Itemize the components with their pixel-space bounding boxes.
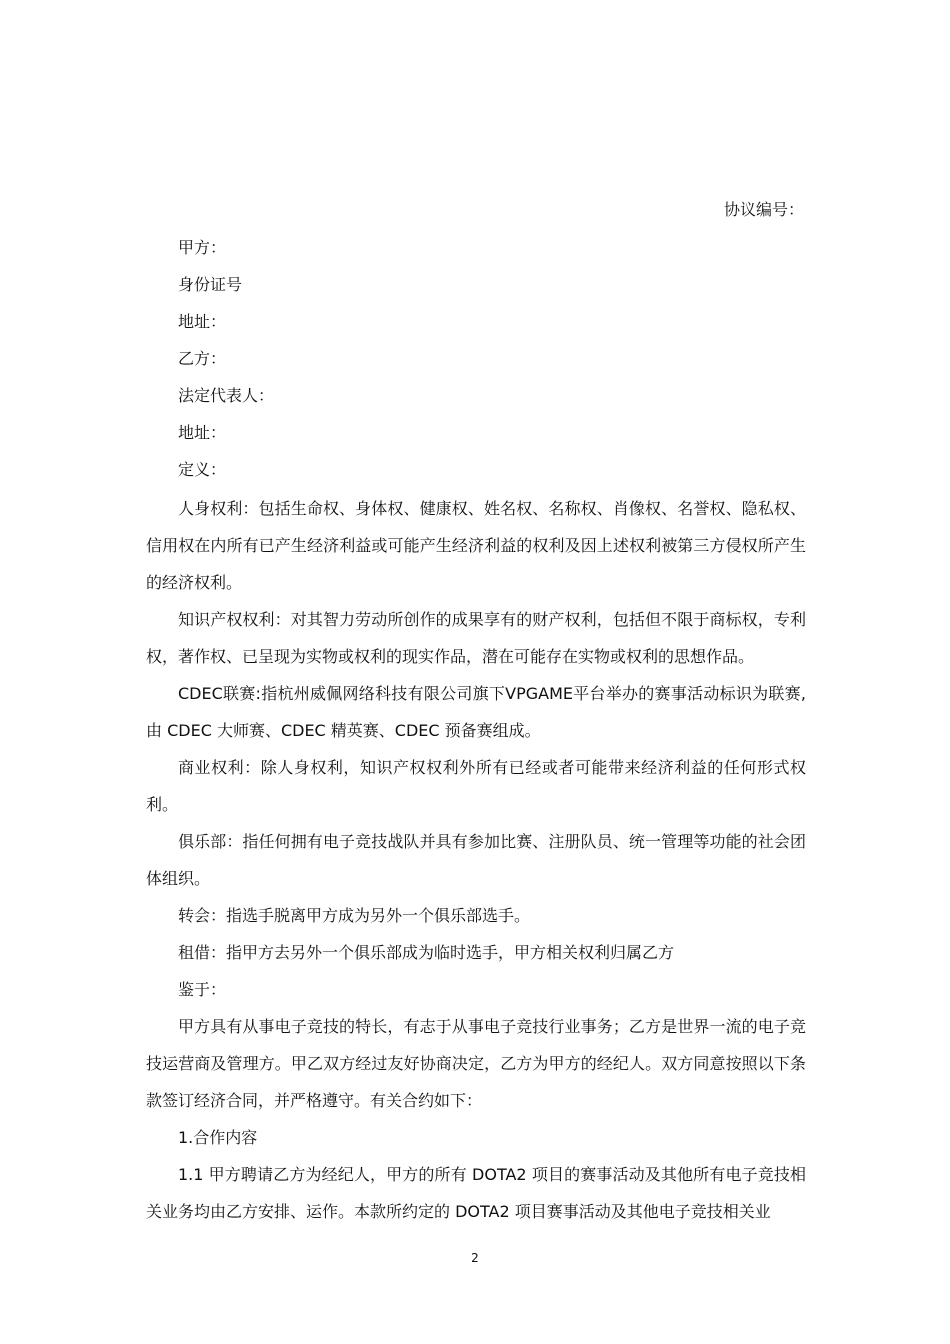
cooperation-heading: 1.合作内容 (178, 1128, 258, 1147)
whereas-heading: 鉴于： (178, 980, 227, 999)
party-b-address-label: 地址： (178, 423, 227, 442)
party-b-label: 乙方： (178, 349, 227, 368)
whereas-text: 甲方具有从事电子竞技的特长，有志于从事电子竞技行业事务；乙方是世界一流的电子竞技运营商及管理方。甲乙双方经过友好协商决定，乙方为甲方的经纪人。双方同意按照以下条款签订经济合同，并严格遵守。有关合约如下： (146, 1017, 806, 1110)
legal-representative-label: 法定代表人： (178, 386, 275, 405)
definition-personal-rights: 人身权利：包括生命权、身体权、健康权、姓名权、名称权、肖像权、名誉权、隐私权、信用权在内所有已产生经济利益或可能产生经济利益的权利及因上述权利被第三方侵权所产生的经济权利。 (146, 499, 806, 592)
agreement-number-label: 协议编号： (724, 200, 805, 219)
page-number: 2 (471, 1251, 479, 1265)
definitions-heading: 定义： (178, 460, 227, 479)
definition-transfer: 转会：指选手脱离甲方成为另外一个俱乐部选手。 (178, 906, 531, 925)
definition-commercial-rights: 商业权利：除人身权利，知识产权权利外所有已经或者可能带来经济利益的任何形式权利。 (146, 758, 806, 814)
definition-club: 俱乐部：指任何拥有电子竞技战队并具有参加比赛、注册队员、统一管理等功能的社会团体组织。 (146, 832, 806, 888)
definition-ip-rights: 知识产权权利：对其智力劳动所创作的成果享有的财产权利，包括但不限于商标权，专利权，著作权、已呈现为实物或权利的现实作品，潜在可能存在实物或权利的思想作品。 (146, 610, 806, 666)
party-a-label: 甲方： (178, 238, 227, 257)
clause-1-1: 1.1 甲方聘请乙方为经纪人，甲方的所有 DOTA2 项目的赛事活动及其他所有电子竞技相关业务均由乙方安排、运作。本款所约定的 DOTA2 项目赛事活动及其他电子竞技相关业 (146, 1165, 806, 1221)
party-a-address-label: 地址： (178, 312, 227, 331)
id-number-label: 身份证号 (178, 275, 243, 294)
definition-loan: 租借：指甲方去另外一个俱乐部成为临时选手，甲方相关权利归属乙方 (178, 943, 675, 962)
definition-cdec-league: CDEC联赛:指杭州威佩网络科技有限公司旗下VPGAME平台举办的赛事活动标识为联赛,由 CDEC 大师赛、CDEC 精英赛、CDEC 预备赛组成。 (146, 684, 806, 740)
